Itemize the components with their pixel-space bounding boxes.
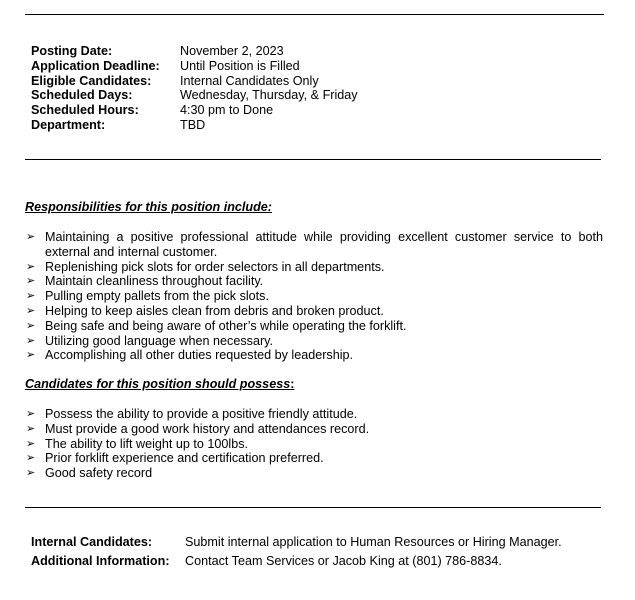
eligible-candidates-value: Internal Candidates Only [180, 73, 319, 88]
scheduled-hours-label: Scheduled Hours: [31, 103, 139, 118]
arrowhead-bullet-icon: ➢ [26, 466, 36, 480]
qualifications-heading [25, 377, 294, 391]
list-item: ➢ Good safety record [26, 466, 153, 481]
list-item: ➢ Helping to keep aisles clean from debris and broken product. [26, 303, 384, 318]
arrowhead-bullet-icon: ➢ [26, 230, 36, 243]
arrowhead-bullet-icon: ➢ [26, 407, 36, 420]
internal-candidates-label: Internal Candidates: [31, 535, 153, 549]
department-label: Department: [31, 117, 106, 132]
internal-candidates-row [31, 535, 562, 554]
posting-details [31, 44, 358, 133]
arrowhead-bullet-icon: ➢ [26, 289, 36, 303]
list-item: ➢ Accomplishing all other duties requested by leadership. [26, 348, 354, 363]
arrowhead-bullet-icon: ➢ [26, 303, 36, 317]
list-item: ➢ Utilizing good language when necessary. [26, 333, 273, 348]
arrowhead-bullet-icon: ➢ [26, 436, 36, 450]
middle-divider [25, 159, 601, 160]
list-item: ➢ Possess the ability to provide a positive friendly attitude. [26, 407, 358, 421]
scheduled-hours-value: 4:30 pm to Done [180, 103, 274, 118]
additional-information-label: Additional Information: [31, 554, 170, 568]
scheduled-days-row [31, 88, 358, 103]
department-value: TBD [180, 117, 206, 132]
additional-information-row [31, 554, 562, 573]
department-row [31, 118, 358, 133]
responsibilities-list [25, 230, 603, 363]
posting-date-row [31, 44, 358, 59]
arrowhead-bullet-icon: ➢ [26, 318, 36, 332]
arrowhead-bullet-icon: ➢ [26, 274, 36, 288]
eligible-candidates-row [31, 74, 358, 89]
list-item: ➢ Pulling empty pallets from the pick slots. [26, 289, 269, 304]
arrowhead-bullet-icon: ➢ [26, 348, 36, 362]
list-item: ➢ Replenishing pick slots for order selectors in all departments. [26, 259, 385, 274]
qualifications-heading-colon: : [290, 377, 295, 391]
application-deadline-label: Application Deadline: [31, 58, 160, 73]
contact-details [31, 535, 562, 573]
responsibilities-heading: Responsibilities for this position include: [25, 200, 272, 214]
list-item: ➢ Prior forklift experience and certification preferred. [26, 451, 324, 466]
scheduled-days-value: Wednesday, Thursday, & Friday [180, 88, 358, 103]
arrowhead-bullet-icon: ➢ [26, 451, 36, 465]
internal-candidates-value: Submit internal application to Human Resources or Hiring Manager. [185, 535, 562, 549]
scheduled-hours-row [31, 103, 358, 118]
qualifications-heading-text: Candidates for this position should possess [25, 377, 291, 391]
list-item: ➢ Maintain cleanliness throughout facility. [26, 274, 264, 289]
list-item: ➢ Must provide a good work history and attendances record. [26, 421, 370, 436]
additional-information-value: Contact Team Services or Jacob King at (801) 786-8834. [185, 554, 502, 568]
arrowhead-bullet-icon: ➢ [26, 259, 36, 273]
posting-date-value: November 2, 2023 [180, 44, 284, 58]
list-item: ➢ The ability to lift weight up to 100lbs. [26, 436, 249, 451]
application-deadline-row [31, 59, 358, 74]
list-item: ➢ Maintaining a positive professional attitude while providing excellent customer service to both external and internal customer. [26, 230, 603, 259]
application-deadline-value: Until Position is Filled [180, 58, 300, 73]
list-item: ➢ Being safe and being aware of other’s while operating the forklift. [26, 318, 407, 333]
posting-date-label: Posting Date: [31, 44, 113, 58]
qualifications-list [25, 407, 603, 481]
eligible-candidates-label: Eligible Candidates: [31, 73, 152, 88]
scheduled-days-label: Scheduled Days: [31, 88, 133, 103]
bottom-divider [25, 507, 601, 508]
arrowhead-bullet-icon: ➢ [26, 421, 36, 435]
arrowhead-bullet-icon: ➢ [26, 333, 36, 347]
top-divider [25, 14, 604, 15]
